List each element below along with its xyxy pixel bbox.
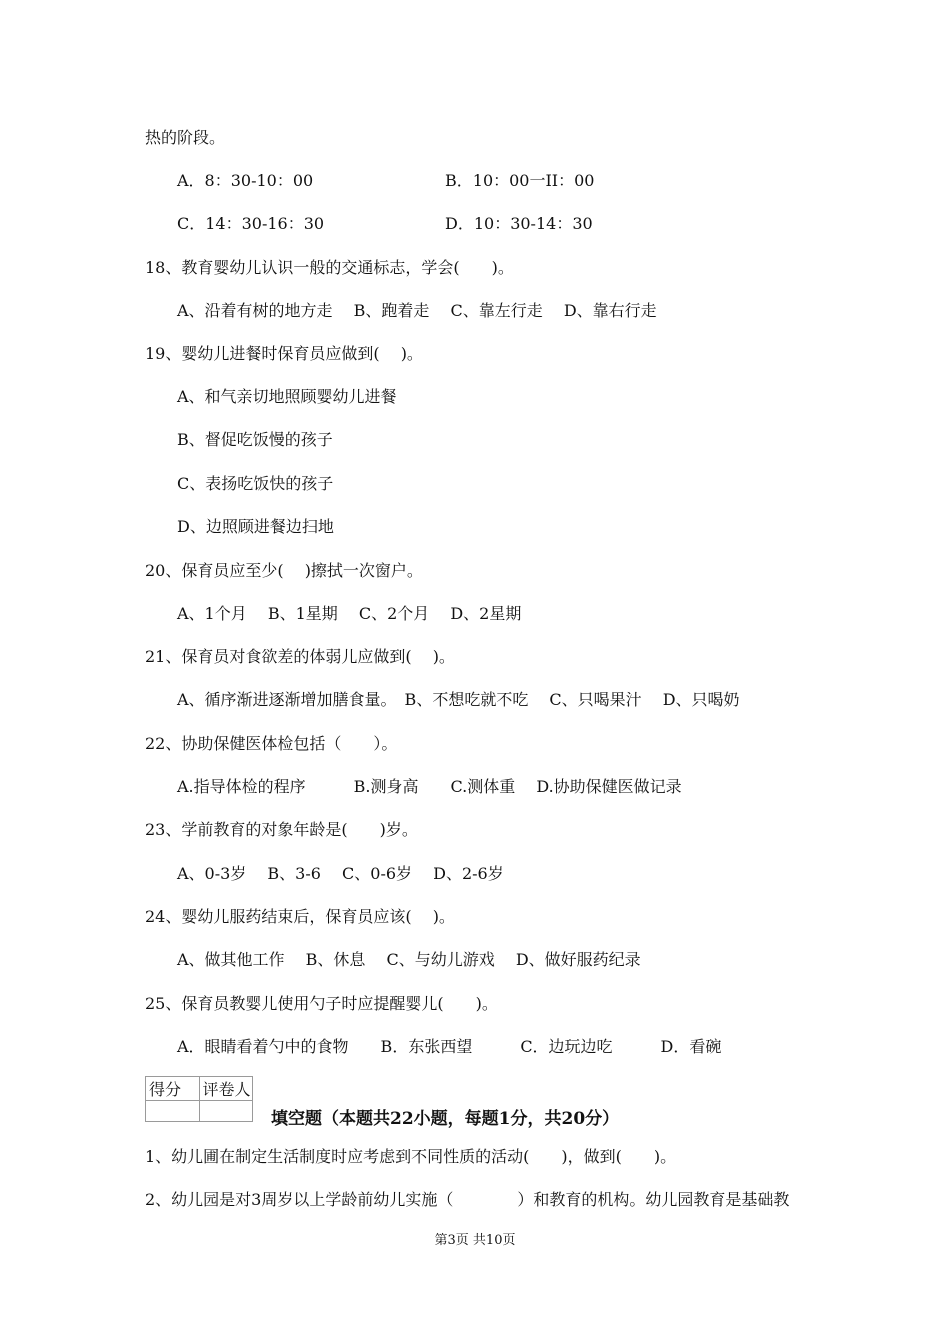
question-20: 20、保育员应至少( )擦拭一次窗户。 [145,561,423,580]
question-20-options: A、1个月 B、1星期 C、2个月 D、2星期 [177,604,522,623]
text-line: 热的阶段。 [145,128,226,147]
score-cell[interactable] [146,1101,200,1122]
question-21-options: A、循序渐进逐渐增加膳食量。 B、不想吃就不吃 C、只喝果汁 D、只喝奶 [177,690,740,709]
question-21: 21、保育员对食欲差的体弱儿应做到( )。 [145,647,455,666]
grader-cell[interactable] [199,1101,253,1122]
question-25: 25、保育员教婴儿使用勺子时应提醒婴儿( )。 [145,994,498,1013]
question-24: 24、婴幼儿服药结束后，保育员应该( )。 [145,907,455,926]
question-19-option-c: C、表扬吃饭快的孩子 [177,474,334,493]
page-footer: 第3页 共10页 [434,1233,516,1248]
grader-header: 评卷人 [199,1077,253,1101]
option-d: D．10：30-14：30 [445,214,593,233]
score-header: 得分 [146,1077,200,1101]
question-22: 22、协助保健医体检包括（ ）。 [145,734,398,753]
score-table [145,1076,253,1122]
question-19-option-b: B、督促吃饭慢的孩子 [177,430,333,449]
question-19: 19、婴幼儿进餐时保育员应做到( )。 [145,344,423,363]
section-title: 填空题（本题共22小题，每题1分，共20分） [271,1109,620,1129]
question-24-options: A、做其他工作 B、休息 C、与幼儿游戏 D、做好服药纪录 [177,950,641,969]
fill-question-1: 1、幼儿圃在制定生活制度时应考虑到不同性质的活动( )，做到( )。 [145,1147,677,1166]
option-b: B．10：00一II：00 [445,171,595,190]
question-23-options: A、0-3岁 B、3-6 C、0-6岁 D、2-6岁 [177,864,504,883]
question-18-options: A、沿着有树的地方走 B、跑着走 C、靠左行走 D、靠右行走 [177,301,657,320]
question-19-option-d: D、边照顾进餐边扫地 [177,517,334,536]
question-22-options: A.指导体检的程序 B.测身高 C.测体重 D.协助保健医做记录 [177,777,682,796]
fill-question-2: 2、幼儿园是对3周岁以上学龄前幼儿实施（ ）和教育的机构。幼儿园教育是基础教 [145,1190,790,1209]
question-19-option-a: A、和气亲切地照顾婴幼儿进餐 [177,387,397,406]
option-c: C．14：30-16：30 [177,214,325,233]
question-18: 18、教育婴幼儿认识一般的交通标志，学会( )。 [145,258,514,277]
question-23: 23、学前教育的对象年龄是( )岁。 [145,820,418,839]
option-a: A．8：30-10：00 [177,171,314,190]
question-25-options: A．眼睛看着勺中的食物 B．东张西望 C．边玩边吃 D．看碗 [177,1037,722,1056]
